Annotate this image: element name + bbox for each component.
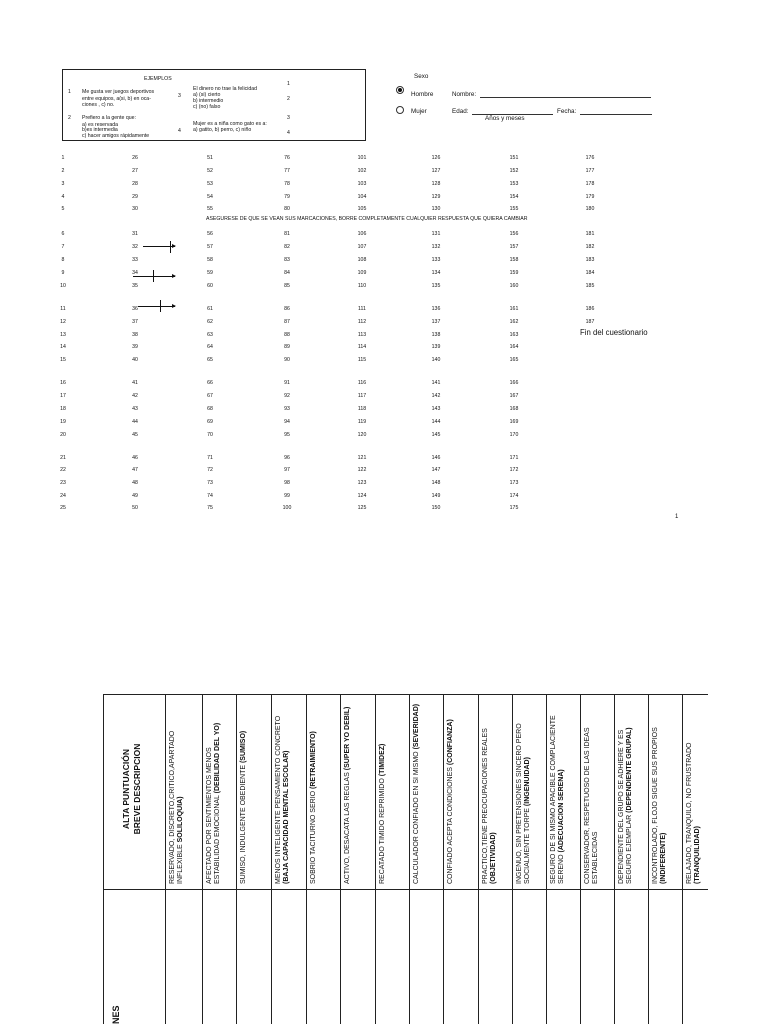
grid-number: 163 xyxy=(509,332,519,338)
trait-description xyxy=(310,702,338,884)
trait-description xyxy=(240,702,269,884)
grid-number: 30 xyxy=(132,206,138,212)
trait-label: (INGENUIDAD) xyxy=(523,757,531,807)
grid-number: 70 xyxy=(207,432,213,438)
grid-number: 52 xyxy=(207,168,213,174)
trait-text: SEGURO DE SI MISMO APACIBLE COMPLACIENTE SERENO xyxy=(550,715,565,884)
grid-number: 21 xyxy=(60,455,66,461)
grid-number: 76 xyxy=(284,155,290,161)
grid-number: 64 xyxy=(207,344,213,350)
page-number: 1 xyxy=(675,514,679,520)
examples-title: EJEMPLOS xyxy=(144,76,172,82)
grid-number: 23 xyxy=(60,480,66,486)
table-column-border xyxy=(202,694,203,1024)
trait-description xyxy=(516,702,544,884)
grid-number: 44 xyxy=(132,419,138,425)
grid-number: 183 xyxy=(585,257,595,263)
grid-number: 175 xyxy=(509,505,519,511)
grid-number: 108 xyxy=(357,257,367,263)
grid-number: 1 xyxy=(61,155,65,161)
grid-number: 2 xyxy=(61,168,65,174)
grid-number: 119 xyxy=(357,419,367,425)
grid-number: 103 xyxy=(357,181,367,187)
grid-number: 171 xyxy=(509,455,519,461)
grid-number: 173 xyxy=(509,480,519,486)
grid-number: 129 xyxy=(431,194,441,200)
grid-number: 107 xyxy=(357,244,367,250)
grid-number: 109 xyxy=(357,270,367,276)
grid-number: 97 xyxy=(284,467,290,473)
grid-number: 86 xyxy=(284,306,290,312)
grid-number: 82 xyxy=(284,244,290,250)
grid-number: 180 xyxy=(585,206,595,212)
grid-number: 181 xyxy=(585,231,595,237)
notice-text: ASEGURESE DE QUE SE VEAN SUS MARCACIONES, BORRE COMPLETAMENTE CUALQUIER RESPUESTA QUE QUIERA CAMBIAR xyxy=(206,216,528,222)
grid-number: 106 xyxy=(357,231,367,237)
grid-number: 170 xyxy=(509,432,519,438)
grid-number: 138 xyxy=(431,332,441,338)
grid-number: 7 xyxy=(61,244,65,250)
trait-label: (SEVERIDAD) xyxy=(413,703,420,750)
grid-number: 66 xyxy=(207,380,213,386)
grid-number: 41 xyxy=(132,380,138,386)
trait-description xyxy=(550,702,578,884)
table-column-border xyxy=(236,694,237,1024)
example-number: 3 xyxy=(178,93,181,99)
trait-description xyxy=(482,702,510,884)
trait-text: INGENUO, SIN PRETENSIONES SINCERO PERO SOCIALMENTE TORPE xyxy=(516,723,531,884)
grid-number: 144 xyxy=(431,419,441,425)
grid-number: 68 xyxy=(207,406,213,412)
trait-text: CONFIADO ACEPTA CONDICIONES xyxy=(447,765,454,884)
trait-description xyxy=(206,702,234,884)
side-label: NES xyxy=(111,1005,121,1024)
grid-number: 94 xyxy=(284,419,290,425)
grid-number: 51 xyxy=(207,155,213,161)
example-number: 3 xyxy=(287,115,290,121)
grid-number: 6 xyxy=(61,231,65,237)
trait-text: RELAJADO, TRANQUILO, NO FRUSTRADO xyxy=(686,742,693,884)
arrow-mark xyxy=(138,306,175,307)
grid-number: 74 xyxy=(207,493,213,499)
grid-number: 40 xyxy=(132,357,138,363)
trait-description xyxy=(413,702,441,884)
grid-number: 174 xyxy=(509,493,519,499)
grid-number: 134 xyxy=(431,270,441,276)
example-text: b) intermedio xyxy=(193,98,224,104)
table-mid-border xyxy=(103,889,708,890)
trait-label: (RETRAIMIENTO) xyxy=(310,731,317,789)
example-number: 4 xyxy=(287,130,290,136)
trait-label: (BAJA CAPACIDAD MENTAL ESCOLAR) xyxy=(282,750,290,884)
example-text: Me gusta ver juegos deportivos xyxy=(82,89,155,95)
grid-number: 27 xyxy=(132,168,138,174)
grid-number: 69 xyxy=(207,419,213,425)
grid-number: 72 xyxy=(207,467,213,473)
grid-number: 89 xyxy=(284,344,290,350)
trait-label: (SUPER YO DEBIL) xyxy=(344,706,351,771)
grid-number: 53 xyxy=(207,181,213,187)
fecha-field[interactable] xyxy=(580,114,652,115)
trait-label: (DEPENDIENTE GRUPAL) xyxy=(625,727,633,813)
grid-number: 113 xyxy=(357,332,367,338)
grid-number: 24 xyxy=(60,493,66,499)
grid-number: 100 xyxy=(282,505,292,511)
grid-number: 161 xyxy=(509,306,519,312)
grid-number: 9 xyxy=(61,270,65,276)
grid-number: 124 xyxy=(357,493,367,499)
grid-number: 142 xyxy=(431,393,441,399)
trait-text: INCONTROLADO, FLOJO SIGUE SUS PROPIOS xyxy=(652,727,659,884)
grid-number: 67 xyxy=(207,393,213,399)
example-text: b)es intermedia xyxy=(82,127,118,133)
trait-text: CALCULADOR CONFIADO EN SI MISMO xyxy=(413,749,420,884)
grid-number: 59 xyxy=(207,270,213,276)
grid-number: 32 xyxy=(132,244,138,250)
grid-number: 56 xyxy=(207,231,213,237)
example-text: a) gatito, b) perro, c) niño xyxy=(193,127,252,133)
grid-number: 148 xyxy=(431,480,441,486)
example-text: entre equipos, a(si, b) en oca- xyxy=(82,96,151,102)
table-column-border xyxy=(478,694,479,1024)
grid-number: 91 xyxy=(284,380,290,386)
grid-number: 22 xyxy=(60,467,66,473)
table-column-border xyxy=(306,694,307,1024)
table-top-border xyxy=(103,694,708,695)
grid-number: 29 xyxy=(132,194,138,200)
trait-label: (ADECUACION SERENA) xyxy=(557,769,565,853)
trait-text: PRACTICO,TIENE PREOCUPACIONES REALES xyxy=(482,728,489,884)
grid-number: 114 xyxy=(357,344,367,350)
example-number: 2 xyxy=(68,115,71,121)
grid-number: 169 xyxy=(509,419,519,425)
grid-number: 38 xyxy=(132,332,138,338)
grid-number: 127 xyxy=(431,168,441,174)
trait-description xyxy=(686,702,714,884)
grid-number: 155 xyxy=(509,206,519,212)
grid-number: 184 xyxy=(585,270,595,276)
grid-number: 81 xyxy=(284,231,290,237)
example-text: Mujer es a niña como gato es a: xyxy=(193,121,267,127)
grid-number: 166 xyxy=(509,380,519,386)
grid-number: 185 xyxy=(585,283,595,289)
table-column-border xyxy=(340,694,341,1024)
table-column-border xyxy=(682,694,683,1024)
trait-description xyxy=(344,702,373,884)
table-column-border xyxy=(614,694,615,1024)
example-text: a) es reservada xyxy=(82,122,119,128)
trait-text: RESERVADO, DISCRETO,CRITICO,APARTADO INFLEXIBLE xyxy=(169,730,184,884)
trait-text: MENOS INTELIGENTE PENSAMIENTO CONCRETO xyxy=(275,715,282,884)
trait-label: (INDIFERENTE) xyxy=(659,832,667,884)
grid-number: 75 xyxy=(207,505,213,511)
grid-number: 112 xyxy=(357,319,367,325)
example-number: 4 xyxy=(178,128,181,134)
grid-number: 35 xyxy=(132,283,138,289)
grid-number: 13 xyxy=(60,332,66,338)
grid-number: 135 xyxy=(431,283,441,289)
end-text: Fin del cuestionario xyxy=(580,328,648,337)
example-text: c) hacer amigos rápidamente xyxy=(82,133,150,139)
grid-number: 71 xyxy=(207,455,213,461)
grid-number: 177 xyxy=(585,168,595,174)
trait-description xyxy=(447,702,476,884)
fecha-label: Fecha: xyxy=(557,108,577,115)
grid-number: 162 xyxy=(509,319,519,325)
grid-number: 84 xyxy=(284,270,290,276)
grid-number: 43 xyxy=(132,406,138,412)
grid-number: 54 xyxy=(207,194,213,200)
grid-number: 96 xyxy=(284,455,290,461)
grid-number: 128 xyxy=(431,181,441,187)
grid-number: 18 xyxy=(60,406,66,412)
grid-number: 14 xyxy=(60,344,66,350)
grid-number: 151 xyxy=(509,155,519,161)
grid-number: 104 xyxy=(357,194,367,200)
grid-number: 149 xyxy=(431,493,441,499)
trait-text: SOBRIO TACITURNO SERIO xyxy=(310,788,317,884)
trait-text: SUMISO, INDULGENTE OBEDIENTE xyxy=(240,763,247,884)
trait-label: (SUMISO) xyxy=(240,730,247,764)
grid-number: 85 xyxy=(284,283,290,289)
grid-number: 133 xyxy=(431,257,441,263)
grid-number: 167 xyxy=(509,393,519,399)
grid-number: 17 xyxy=(60,393,66,399)
grid-number: 26 xyxy=(132,155,138,161)
trait-label: (OBJETIVIDAD) xyxy=(489,832,497,884)
example-number: 2 xyxy=(287,96,290,102)
grid-number: 140 xyxy=(431,357,441,363)
trait-description xyxy=(584,702,612,884)
grid-number: 145 xyxy=(431,432,441,438)
grid-number: 118 xyxy=(357,406,367,412)
grid-number: 10 xyxy=(60,283,66,289)
grid-number: 62 xyxy=(207,319,213,325)
grid-number: 121 xyxy=(357,455,367,461)
trait-text: AFECTADO POR SENTIMIENTOS MENOS ESTABILIDAD EMOCIONAL xyxy=(206,747,221,884)
example-number: 1 xyxy=(287,81,290,87)
grid-number: 77 xyxy=(284,168,290,174)
grid-number: 16 xyxy=(60,380,66,386)
example-text: ciones , c) no. xyxy=(82,102,115,108)
grid-number: 156 xyxy=(509,231,519,237)
grid-number: 154 xyxy=(509,194,519,200)
grid-number: 48 xyxy=(132,480,138,486)
grid-number: 34 xyxy=(132,270,138,276)
table-column-border xyxy=(512,694,513,1024)
grid-number: 147 xyxy=(431,467,441,473)
trait-text: DEPENDIENTE DEL GRUPO SE ADHIERE Y ES SEGURO EJEMPLAR xyxy=(618,729,633,884)
grid-number: 87 xyxy=(284,319,290,325)
grid-number: 178 xyxy=(585,181,595,187)
trait-label: (TIMIDEZ) xyxy=(379,743,386,777)
grid-number: 125 xyxy=(357,505,367,511)
trait-label: (CONFIANZA) xyxy=(447,719,454,766)
grid-number: 95 xyxy=(284,432,290,438)
trait-text: ACTIVO, DESACATA LAS REGLAS xyxy=(344,770,351,884)
tick-mark xyxy=(153,270,154,282)
grid-number: 83 xyxy=(284,257,290,263)
grid-number: 139 xyxy=(431,344,441,350)
grid-number: 92 xyxy=(284,393,290,399)
grid-number: 90 xyxy=(284,357,290,363)
grid-number: 115 xyxy=(357,357,367,363)
grid-number: 143 xyxy=(431,406,441,412)
sex-label: Sexo xyxy=(414,73,429,80)
grid-number: 42 xyxy=(132,393,138,399)
table-column-border xyxy=(648,694,649,1024)
radio-mujer[interactable] xyxy=(396,106,404,114)
grid-number: 136 xyxy=(431,306,441,312)
grid-number: 126 xyxy=(431,155,441,161)
grid-number: 36 xyxy=(132,306,138,312)
grid-number: 5 xyxy=(61,206,65,212)
nombre-label: Nombre: xyxy=(452,91,477,98)
grid-number: 61 xyxy=(207,306,213,312)
hombre-label: Hombre xyxy=(411,91,434,98)
grid-number: 65 xyxy=(207,357,213,363)
grid-number: 33 xyxy=(132,257,138,263)
grid-number: 176 xyxy=(585,155,595,161)
table-column-border xyxy=(443,694,444,1024)
grid-number: 37 xyxy=(132,319,138,325)
grid-number: 20 xyxy=(60,432,66,438)
table-column-border xyxy=(580,694,581,1024)
grid-number: 164 xyxy=(509,344,519,350)
grid-number: 73 xyxy=(207,480,213,486)
grid-number: 101 xyxy=(357,155,367,161)
grid-number: 80 xyxy=(284,206,290,212)
grid-number: 122 xyxy=(357,467,367,473)
grid-number: 179 xyxy=(585,194,595,200)
grid-number: 49 xyxy=(132,493,138,499)
grid-number: 28 xyxy=(132,181,138,187)
grid-number: 117 xyxy=(357,393,367,399)
grid-number: 88 xyxy=(284,332,290,338)
scale-table xyxy=(103,694,708,1024)
example-text: c) (no) falso xyxy=(193,104,221,110)
grid-number: 79 xyxy=(284,194,290,200)
example-number: 1 xyxy=(68,89,71,95)
grid-number: 146 xyxy=(431,455,441,461)
grid-number: 8 xyxy=(61,257,65,263)
trait-description xyxy=(169,702,200,884)
grid-number: 152 xyxy=(509,168,519,174)
example-text: Prefiero a la gente que: xyxy=(82,115,136,121)
grid-number: 131 xyxy=(431,231,441,237)
radio-hombre[interactable] xyxy=(396,86,404,94)
trait-description xyxy=(275,702,304,884)
grid-number: 93 xyxy=(284,406,290,412)
grid-number: 159 xyxy=(509,270,519,276)
grid-number: 168 xyxy=(509,406,519,412)
grid-number: 47 xyxy=(132,467,138,473)
grid-number: 46 xyxy=(132,455,138,461)
table-column-border xyxy=(165,694,166,1024)
anios-label: Años y meses xyxy=(485,115,525,122)
example-text: El dinero no trae la felicidad xyxy=(193,86,258,92)
grid-number: 137 xyxy=(431,319,441,325)
grid-number: 98 xyxy=(284,480,290,486)
grid-number: 3 xyxy=(61,181,65,187)
grid-number: 182 xyxy=(585,244,595,250)
example-text: a) (si) cierto xyxy=(193,92,221,98)
trait-description xyxy=(652,702,680,884)
trait-label: SOLILOQUIA) xyxy=(176,796,184,843)
grid-number: 186 xyxy=(585,306,595,312)
grid-number: 57 xyxy=(207,244,213,250)
grid-number: 150 xyxy=(431,505,441,511)
tick-mark xyxy=(160,300,161,312)
grid-number: 153 xyxy=(509,181,519,187)
grid-number: 111 xyxy=(358,306,366,312)
grid-number: 25 xyxy=(60,505,66,511)
table-header-label: BREVE DESCRIPCION xyxy=(132,743,142,835)
arrow-mark xyxy=(133,276,175,277)
grid-number: 11 xyxy=(60,306,66,312)
grid-number: 39 xyxy=(132,344,138,350)
grid-number: 58 xyxy=(207,257,213,263)
grid-number: 55 xyxy=(207,206,213,212)
tick-mark xyxy=(170,241,171,253)
grid-number: 4 xyxy=(61,194,65,200)
trait-text: RECATADO TIMIDO REPRIMIDO xyxy=(379,776,386,884)
grid-number: 132 xyxy=(431,244,441,250)
table-column-border xyxy=(271,694,272,1024)
grid-number: 165 xyxy=(509,357,519,363)
grid-number: 15 xyxy=(60,357,66,363)
grid-number: 160 xyxy=(509,283,519,289)
grid-number: 99 xyxy=(284,493,290,499)
grid-number: 12 xyxy=(60,319,66,325)
grid-number: 105 xyxy=(357,206,367,212)
grid-number: 141 xyxy=(431,380,441,386)
trait-text: CONSERVADOR, RESPETUOSO DE LAS IDEAS ESTABLECIDAS xyxy=(584,727,599,884)
grid-number: 123 xyxy=(357,480,367,486)
edad-label: Edad: xyxy=(452,108,469,115)
grid-number: 116 xyxy=(357,380,367,386)
grid-number: 110 xyxy=(357,283,367,289)
grid-number: 158 xyxy=(509,257,519,263)
grid-number: 19 xyxy=(60,419,66,425)
table-column-border xyxy=(409,694,410,1024)
grid-number: 45 xyxy=(132,432,138,438)
grid-number: 50 xyxy=(132,505,138,511)
trait-label: (TRANQUILIDAD) xyxy=(693,826,701,884)
mujer-label: Mujer xyxy=(411,108,427,115)
table-column-border xyxy=(103,694,104,1024)
grid-number: 187 xyxy=(585,319,595,325)
grid-number: 120 xyxy=(357,432,367,438)
grid-number: 60 xyxy=(207,283,213,289)
table-column-border xyxy=(546,694,547,1024)
grid-number: 63 xyxy=(207,332,213,338)
table-header-label: ALTA PUNTUACIÓN xyxy=(121,748,131,830)
trait-label: (DEBILIDAD DEL YO) xyxy=(213,722,221,794)
grid-number: 78 xyxy=(284,181,290,187)
grid-number: 157 xyxy=(509,244,519,250)
grid-number: 102 xyxy=(357,168,367,174)
trait-description xyxy=(618,702,646,884)
nombre-field[interactable] xyxy=(480,97,651,98)
trait-description xyxy=(379,702,407,884)
grid-number: 130 xyxy=(431,206,441,212)
table-column-border xyxy=(375,694,376,1024)
grid-number: 31 xyxy=(132,231,138,237)
grid-number: 172 xyxy=(509,467,519,473)
